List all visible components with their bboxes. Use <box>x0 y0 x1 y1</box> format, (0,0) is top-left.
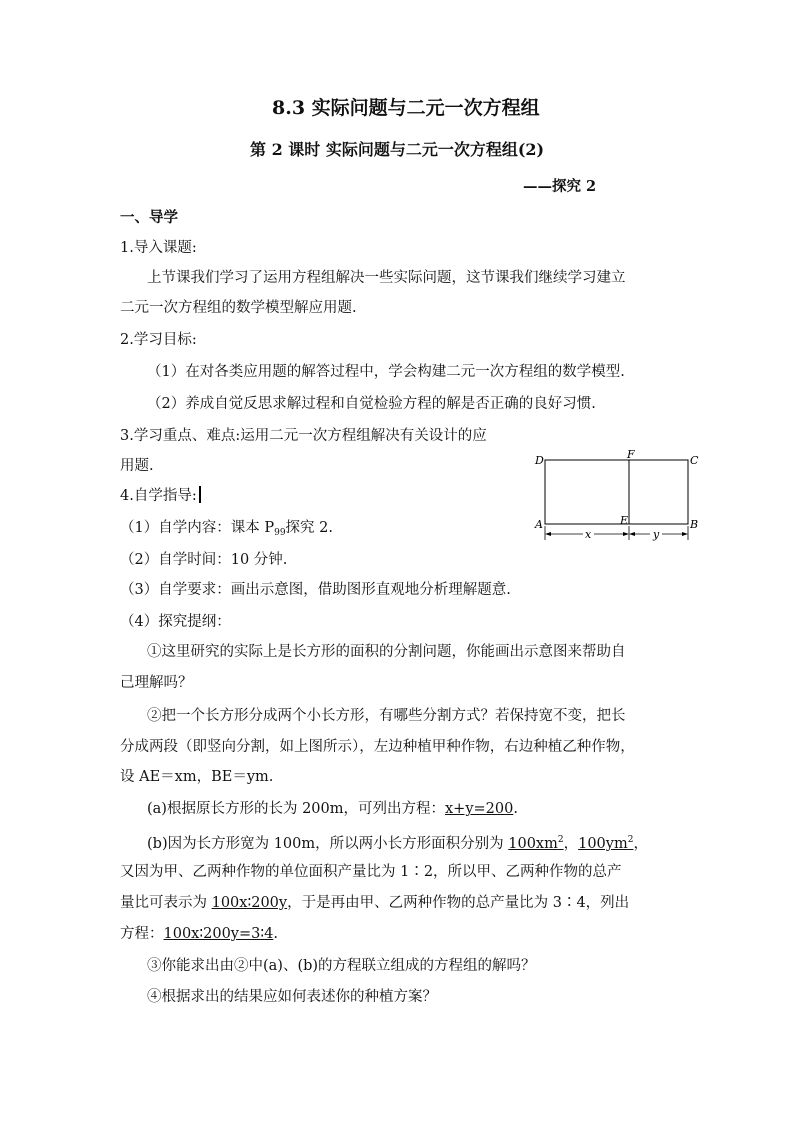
explore-tag: ——探究 2 <box>523 178 597 195</box>
question-b-answer-1: $100xm^2$ <box>508 835 564 852</box>
text-cursor <box>199 486 201 503</box>
item-4-heading <box>120 486 201 506</box>
arrow-left-icon <box>545 532 551 536</box>
question-b3-tail: ，于是再由甲、乙两种作物的总产量比为 3∶4，列出 <box>287 895 630 911</box>
goal-2: （2）养成自觉反思求解过程和自觉检验方程的解是否正确的良好习惯. <box>147 396 596 412</box>
label-y: y <box>653 528 660 541</box>
label-b: B <box>690 518 699 531</box>
question-2-line-3: 设 AE＝xm，BE＝ym. <box>120 769 274 785</box>
label-d: D <box>535 454 544 467</box>
guide-1-tail: 探究 2. <box>285 520 333 536</box>
guide-2: （2）自学时间：10 分钟. <box>120 552 288 568</box>
question-2-line-1: ②把一个长方形分成两个小长方形，有哪些分割方式？若保持宽不变，把长 <box>147 708 626 724</box>
rectangle-division-figure <box>532 448 712 548</box>
question-b-line-2: 又因为甲、乙两种作物的单位面积产量比为 1∶2，所以甲、乙两种作物的总产 <box>120 864 622 880</box>
guide-4: （4）探究提纲： <box>120 614 231 630</box>
item-4-label: 4.自学指导: <box>120 488 197 504</box>
page-title: 8.3 实际问题与二元一次方程组 <box>272 97 540 119</box>
question-b3-text: 量比可表示为 <box>120 895 212 911</box>
section-heading: 一、导学 <box>120 209 178 226</box>
label-a: A <box>535 518 543 531</box>
question-b-comma: ， <box>633 836 648 852</box>
question-b-line-1 <box>147 830 648 854</box>
question-a-end: . <box>513 801 518 817</box>
question-b-line-4 <box>120 924 278 944</box>
question-2-line-2: 分成两段（即竖向分割，如上图所示），左边种植甲种作物，右边种植乙种作物， <box>120 739 635 755</box>
intro-paragraph-line-2: 二元一次方程组的数学模型解应用题. <box>120 300 357 316</box>
outer-rectangle <box>545 460 688 524</box>
question-b-answer-3: 100x∶200y <box>211 895 288 911</box>
question-b-line-3 <box>120 893 629 913</box>
arrow-right-icon <box>682 532 688 536</box>
question-b4-text: 方程： <box>120 926 164 942</box>
question-b-answer-2: $100ym^2$ <box>578 835 634 852</box>
guide-1 <box>120 518 333 543</box>
arrow-right-icon <box>623 532 629 536</box>
label-f: F <box>627 448 635 461</box>
item-3-line-2: 用题. <box>120 458 154 474</box>
page-subscript: 99 <box>274 528 286 538</box>
label-x: x <box>585 528 592 541</box>
item-2-heading: 2.学习目标: <box>120 332 197 348</box>
question-4: ④根据求出的结果应如何表述你的种植方案？ <box>147 989 437 1005</box>
goal-1: （1）在对各类应用题的解答过程中，学会构建二元一次方程组的数学模型. <box>147 364 625 380</box>
question-b4-end: . <box>273 926 278 942</box>
label-e: E <box>620 514 629 527</box>
question-b-text: (b)因为长方形宽为 100m，所以两小长方形面积分别为 <box>147 836 509 852</box>
question-3: ③你能求出由②中(a)、(b)的方程联立组成的方程组的解吗？ <box>147 958 536 974</box>
question-b-answer-4: 100x∶200y=3∶4 <box>163 926 274 942</box>
lesson-subtitle: 第 2 课时 实际问题与二元一次方程组(2) <box>250 140 545 159</box>
item-3-line-1: 3.学习重点、难点:运用二元一次方程组解决有关设计的应 <box>120 428 487 444</box>
question-a <box>147 799 518 819</box>
guide-3: （3）自学要求：画出示意图，借助图形直观地分析理解题意. <box>120 582 511 598</box>
question-1-line-1: ①这里研究的实际上是长方形的面积的分割问题，你能画出示意图来帮助自 <box>147 644 626 660</box>
guide-1-text: （1）自学内容：课本 P <box>120 520 275 536</box>
arrow-left-icon <box>629 532 635 536</box>
question-1-line-2: 己理解吗？ <box>120 675 193 691</box>
question-b-sep: ， <box>563 836 579 852</box>
label-c: C <box>690 454 699 467</box>
question-a-answer: x+y=200 <box>445 801 514 817</box>
intro-paragraph-line-1: 上节课我们学习了运用方程组解决一些实际问题，这节课我们继续学习建立 <box>147 270 626 286</box>
question-a-text: (a)根据原长方形的长为 200m，可列出方程： <box>147 801 445 817</box>
item-1-heading: 1.导入课题: <box>120 240 197 256</box>
